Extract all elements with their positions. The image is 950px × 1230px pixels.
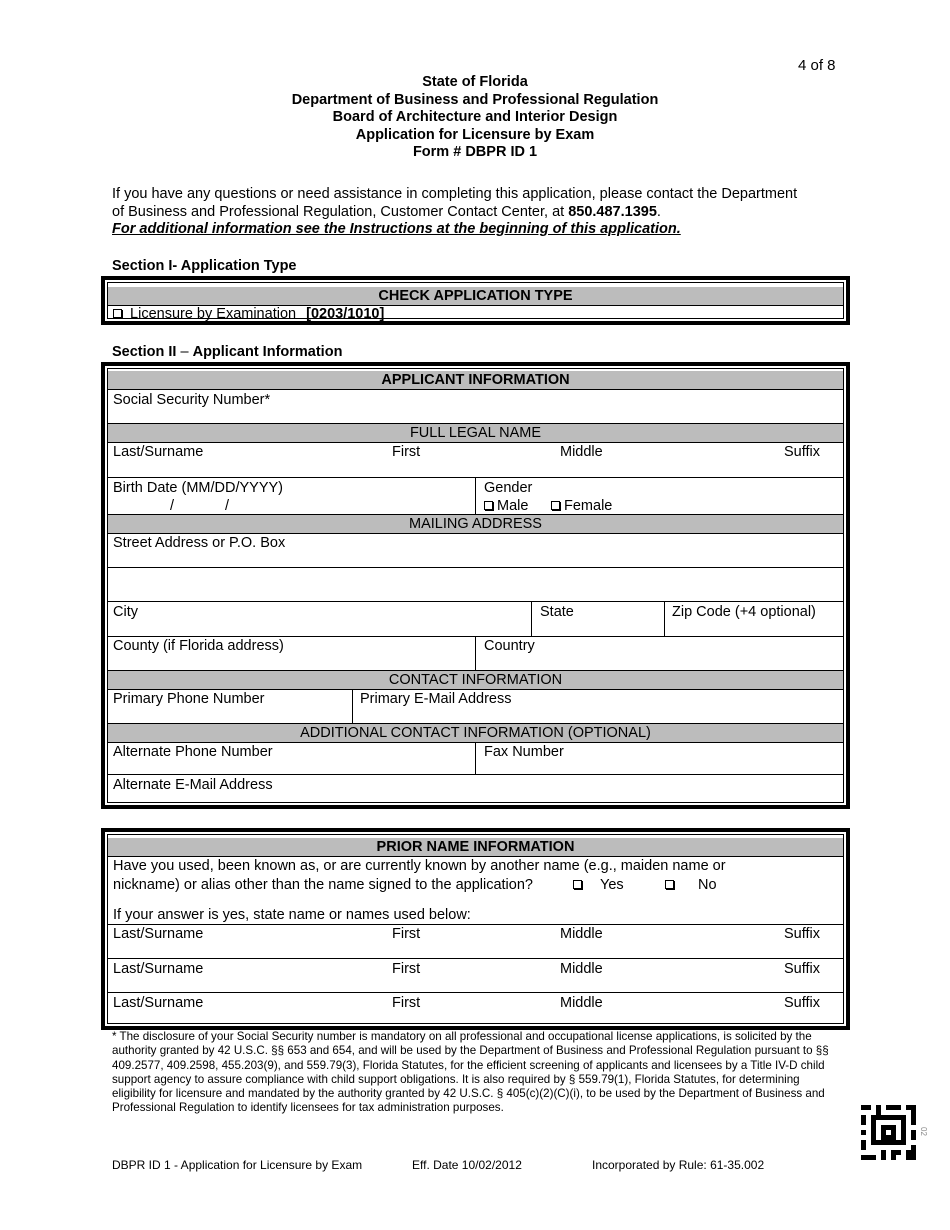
contact-phone: 850.487.1395: [568, 203, 657, 220]
checkbox-icon[interactable]: [484, 501, 493, 510]
prior-middle-name-field[interactable]: Middle: [560, 961, 603, 977]
prior-name-band: PRIOR NAME INFORMATION: [108, 838, 843, 856]
prior-name-question-cont: nickname) or alias other than the name signed to the application?: [113, 877, 533, 893]
prior-name-instructions: If your answer is yes, state name or names used below:: [113, 907, 471, 923]
date-slash: /: [225, 498, 230, 514]
footer-rule: Incorporated by Rule: 61-35.002: [592, 1158, 765, 1172]
header-board: Board of Architecture and Interior Design: [332, 109, 618, 126]
state-field[interactable]: State: [540, 604, 574, 620]
checkbox-icon[interactable]: [665, 880, 674, 889]
prior-last-name-field[interactable]: Last/Surname: [113, 995, 204, 1011]
prior-last-name-field[interactable]: Last/Surname: [113, 961, 204, 977]
gender-male-option[interactable]: Male: [484, 498, 528, 514]
prior-name-question: Have you used, been known as, or are currently known by another name (e.g., maiden name or: [113, 858, 726, 874]
applicant-information-box: [101, 362, 850, 809]
prior-first-name-field[interactable]: First: [392, 995, 421, 1011]
section-1-title: Section I- Application Type: [112, 258, 297, 274]
option-label: Licensure by Examination: [130, 306, 297, 322]
full-legal-name-band: FULL LEGAL NAME: [108, 424, 843, 442]
application-type-band: CHECK APPLICATION TYPE: [108, 287, 843, 305]
contact-information-band: CONTACT INFORMATION: [108, 671, 843, 689]
city-field[interactable]: City: [113, 604, 138, 620]
suffix-field[interactable]: Suffix: [784, 444, 821, 460]
header-department: Department of Business and Professional Regulation: [291, 91, 659, 108]
prior-last-name-field[interactable]: Last/Surname: [113, 926, 204, 942]
primary-phone-field[interactable]: Primary Phone Number: [113, 691, 265, 707]
last-name-field[interactable]: Last/Surname: [113, 444, 204, 460]
country-field[interactable]: Country: [484, 638, 535, 654]
prior-middle-name-field[interactable]: Middle: [560, 995, 603, 1011]
applicant-info-band: APPLICANT INFORMATION: [108, 371, 843, 389]
intro-period: .: [656, 203, 661, 220]
gender-female-option[interactable]: Female: [551, 498, 612, 514]
middle-name-field[interactable]: Middle: [560, 444, 603, 460]
header-application: Application for Licensure by Exam: [355, 126, 595, 143]
prior-suffix-field[interactable]: Suffix: [784, 926, 821, 942]
section-2-title: Section II – Applicant Information: [112, 344, 343, 360]
zip-code-field[interactable]: Zip Code (+4 optional): [672, 604, 816, 620]
prior-suffix-field[interactable]: Suffix: [784, 995, 821, 1011]
qr-code-icon: [861, 1105, 916, 1160]
mailing-address-band: MAILING ADDRESS: [108, 515, 843, 533]
primary-email-field[interactable]: Primary E-Mail Address: [360, 691, 512, 707]
prior-name-no-option[interactable]: No: [665, 877, 717, 893]
prior-middle-name-field[interactable]: Middle: [560, 926, 603, 942]
fax-number-field[interactable]: Fax Number: [484, 744, 564, 760]
page-number: 4 of 8: [798, 57, 836, 74]
alternate-email-field[interactable]: Alternate E-Mail Address: [113, 777, 273, 793]
header-form-number: Form # DBPR ID 1: [412, 144, 538, 161]
footer-effective-date: Eff. Date 10/02/2012: [412, 1158, 522, 1172]
instructions-note: For additional information see the Instructions at the beginning of this application.: [112, 221, 681, 237]
option-code: [0203/1010]: [306, 306, 385, 322]
intro-text: If you have any questions or need assistance in completing this application, please contact the Department of Business and Professional Regulation, Customer Contact Center, at: [112, 186, 798, 220]
checkbox-icon[interactable]: [113, 309, 122, 318]
prior-name-box: [101, 828, 850, 1030]
county-field[interactable]: County (if Florida address): [113, 638, 284, 654]
checkbox-icon[interactable]: [551, 501, 560, 510]
footer-form-name: DBPR ID 1 - Application for Licensure by Exam: [112, 1158, 363, 1172]
ssn-field[interactable]: Social Security Number*: [113, 392, 271, 408]
date-slash: /: [170, 498, 175, 514]
header-state: State of Florida: [422, 74, 528, 90]
checkbox-icon[interactable]: [573, 880, 582, 889]
birth-date-field[interactable]: Birth Date (MM/DD/YYYY): [113, 480, 283, 496]
qr-label: 02: [918, 1127, 928, 1136]
ssn-disclosure-note: * The disclosure of your Social Security number is mandatory on all professional and occupational license applications, is solicited by the authority granted by 42 U.S.C. §§ 653 and 654, and will be used by the Department of Business and Professional Regulation pursuant to §§ 409.2577, 409.2598, 455.203(9), and 559.79(3), Florida Statutes, for the efficient screening of applicants and licensees by a Title IV-D child support agency to assure compliance with child support obligations. It is also required by § 559.79(1), Florida Statutes, for determining eligibility for licensure and mandated by the authority granted by 42 U.S.C. § 405(c)(2)(C)(i), to be used by the Department of Business and Professional Regulation to identify licensees for tax administration purposes.: [112, 1030, 829, 1115]
prior-suffix-field[interactable]: Suffix: [784, 961, 821, 977]
alternate-phone-field[interactable]: Alternate Phone Number: [113, 744, 273, 760]
application-type-box: [101, 276, 850, 325]
gender-label: Gender: [484, 480, 533, 496]
intro-paragraph: [112, 186, 812, 239]
prior-first-name-field[interactable]: First: [392, 926, 421, 942]
street-address-field[interactable]: Street Address or P.O. Box: [113, 535, 286, 551]
prior-name-yes-option[interactable]: Yes: [573, 877, 624, 893]
form-header: [0, 74, 950, 162]
prior-first-name-field[interactable]: First: [392, 961, 421, 977]
licensure-by-exam-option[interactable]: [113, 306, 384, 322]
first-name-field[interactable]: First: [392, 444, 421, 460]
additional-contact-band: ADDITIONAL CONTACT INFORMATION (OPTIONAL): [108, 724, 843, 742]
